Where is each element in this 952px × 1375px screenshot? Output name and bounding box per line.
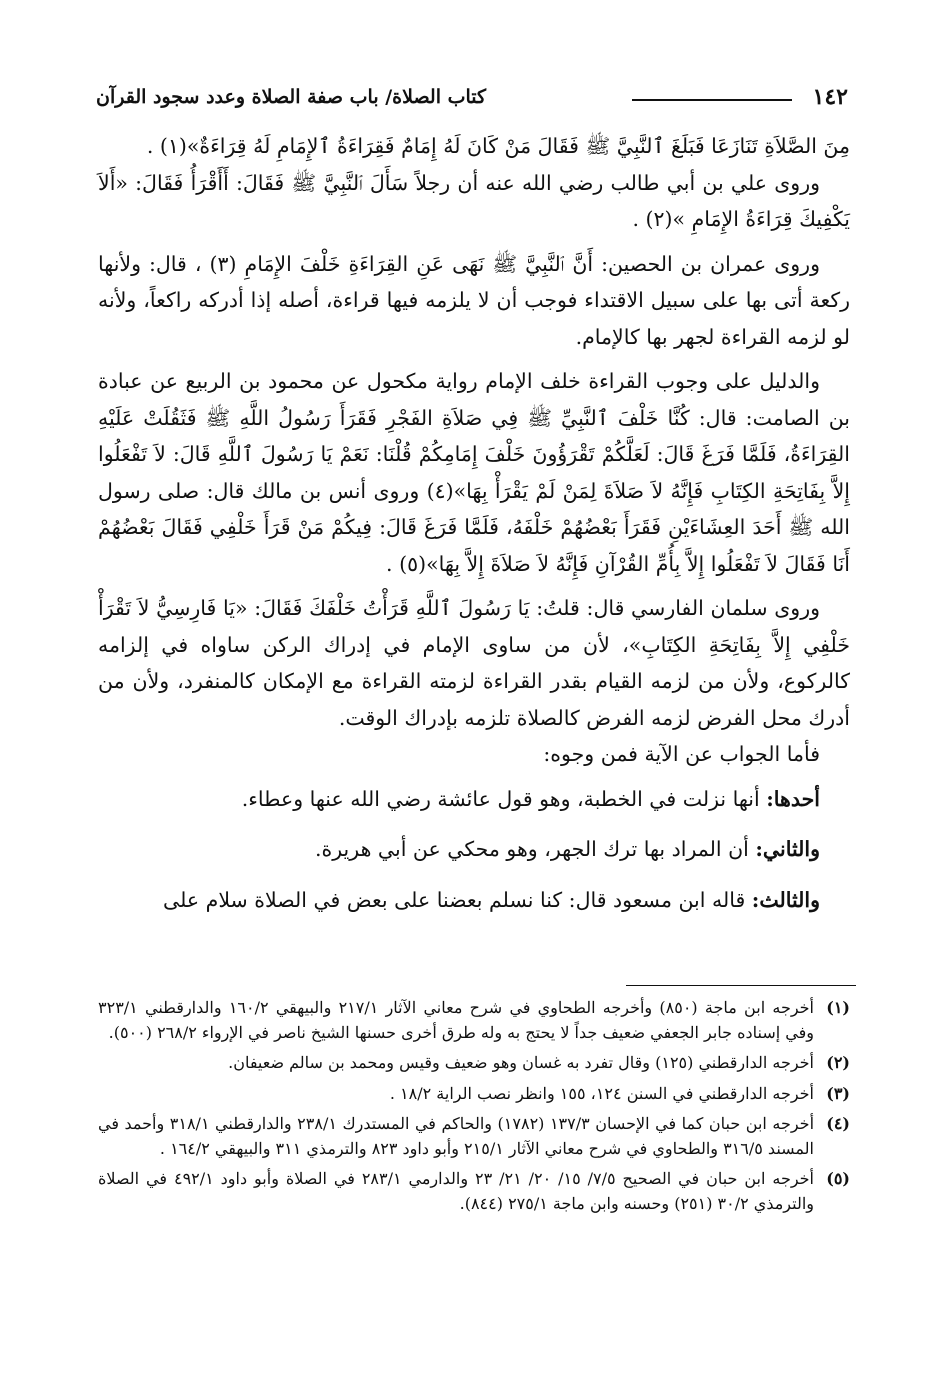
footnote-number: (٢) [826,1053,850,1072]
paragraph: وروى علي بن أبي طالب رضي الله عنه أن رجلاً سَأَلَ ٱلنَّبِيَّ ﷺ فَقَالَ: أَأَقْرَأُ فَقَالَ: «أَلاَ يَكْفِيكَ قِرَاءَةُ الإِمَامِ »(٢) . [98,170,850,231]
point-label: والثالث: [751,887,820,912]
main-text [98,128,850,932]
footnote-separator [626,985,856,986]
footnote-text: أخرجه ابن ماجة (٨٥٠) وأخرجه الطحاوي في شرح معاني الآثار ٢١٧/١ والبيهقي ١٦٠/٢ والدارقطني ٣٢٣/١ وفي إسناده جابر الجعفي ضعيف جداً لا يحتج به وله طرق أخرى حسنها الشيخ ناصر في الإرواء ٢٦٨/٢ (٥٠٠). [98,998,815,1042]
point-label: والثاني: [755,837,820,861]
answer-point [98,781,850,818]
footnote [98,1082,850,1107]
paragraph: فأما الجواب عن الآية فمن وجوه: [543,742,820,766]
point-text: قاله ابن مسعود قال: كنا نسلم بعضنا على بعض في الصلاة سلام على [163,887,746,912]
footnote [98,996,850,1045]
footnote [98,1051,850,1076]
point-text: أنها نزلت في الخطبة، وهو قول عائشة رضي الله عنها وعطاء. [241,786,760,811]
answer-point [98,882,850,919]
header-rule [632,99,792,101]
footnote-number: (٥) [826,1169,850,1188]
footnote-number: (١) [826,998,850,1017]
point-text: أن المراد بها ترك الجهر، وهو محكي عن أبي هريرة. [314,837,749,861]
footnote-text: أخرجه الدارقطني (١٢٥) وقال تفرد به غسان وهو ضعيف وقيس ومحمد بن سالم ضعيفان. [228,1053,814,1072]
footnote [98,1167,850,1216]
footnote-number: (٤) [826,1114,850,1133]
running-title: كتاب الصلاة/ باب صفة الصلاة وعدد سجود القرآن [96,86,487,108]
footnote [98,1112,850,1161]
page-number: ١٤٢ [812,84,848,110]
paragraph: مِنَ الصَّلاَةِ تَنَازَعَا فَبَلَغَ ٱلنَّبِيَّ ﷺ فَقَالَ مَنْ كَانَ لَهُ إِمَامٌ فَقِرَاءَةُ ٱلإِمَامِ لَهُ قِرَاءَةٌ»(١) . [146,134,850,158]
paragraph: وروى عمران بن الحصين: أَنَّ ٱلنَّبِيَّ ﷺ نَهَى عَنِ القِرَاءَةِ خَلْفَ الإِمَامِ (٣) ، قال: ولأنها ركعة أتى بها على سبيل الاقتداء فوجب أن لا يلزمه فيها قراءة، أصله إذا أدركه راكعاً، ولأنه لو لزمه القراءة لجهر بها كالإمام. [98,251,850,349]
footnote-text: أخرجه الدارقطني في السنن ١٢٤، ١٥٥ وانظر نصب الراية ١٨/٢ . [389,1083,814,1103]
footnote-text: أخرجه ابن حبان كما في الإحسان ١٣٧/٣ (١٧٨٢) والحاكم في المستدرك ٢٣٨/١ والدارقطني ٣١٨/١ وأحمد في المسند ٣١٦/٥ والطحاوي في شرح معاني الآثار ٢١٥/١ وأبو داود ٨٢٣ والترمذي ٣١١ والبيهقي ١٦٤/٢ . [98,1114,815,1158]
paragraph: والدليل على وجوب القراءة خلف الإمام رواية مكحول عن محمود بن الربيع عن عبادة بن الصامت: قال: كُنَّا خَلْفَ ٱلنَّبِيِّ ﷺ فِي صَلاَةِ الفَجْرِ فَقَرَأَ رَسُولُ اللَّهِ ﷺ فَثَقُلَتْ عَلَيْهِ القِرَاءَةُ، فَلَمَّا فَرَغَ قَالَ: لَعَلَّكُمْ تَقْرَؤُونَ خَلْفَ إِمَامِكُمْ قُلْنَا: نَعَمْ يَا رَسُولَ ٱللَّهِ قَالَ: لاَ تَفْعَلُوا إِلاَّ بِفَاتِحَةِ الكِتَابِ فَإِنَّهُ لاَ صَلاَةَ لِمَنْ لَمْ يَقْرَأْ بِهَا»(٤) وروى أنس بن مالك قال: صلى رسول الله ﷺ أَحَدَ العِشَاءَيْنِ فَقَرَأَ بَعْضُهُمْ خَلْفَهُ، فَلَمَّا فَرَغَ قَالَ: فِيكُمْ مَنْ قَرَأَ خَلْفِي فَقَالَ بَعْضُهُمْ أَنَا فَقَالَ لاَ تَفْعَلُوا إِلاَّ بِأُمِّ القُرْآنِ فَإِنَّهُ لاَ صَلاَةَ إِلاَّ بِهَا»(٥) . [98,369,850,576]
footnote-number: (٣) [826,1083,850,1103]
answer-point [98,831,850,868]
footnotes [98,996,850,1222]
running-header [96,84,848,114]
point-label: أحدها: [766,786,820,811]
paragraph: وروى سلمان الفارسي قال: قلتُ: يَا رَسُولَ ٱللَّهِ قَرَأْتُ خَلْفَكَ فَقَالَ: «يَا فَارِسِيُّ لاَ تَقْرَأْ خَلْفِي إِلاَّ بِفَاتِحَةِ الكِتَابِ»، لأن من ساوى الإمام في إدراك الركن ساواه في إلزامه كالركوع، ولأن من لزمه القيام بقدر القراءة لزمته القراءة مع الإمكان كالمنفرد، ولأن من أدرك محل الفرض لزمه الفرض كالصلاة تلزمه بإدراك الوقت. [98,596,850,730]
footnote-text: أخرجه ابن حبان في الصحيح ٧/٥/ ١٥/ ٢٠/ ٢١/ ٢٣ والدارمي ٢٨٣/١ في الصلاة وأبو داود ٤٩٢/١ في الصلاة والترمذي ٣٠/٢ (٢٥١) وحسنه وابن ماجة ٢٧٥/١ (٨٤٤). [98,1169,814,1213]
